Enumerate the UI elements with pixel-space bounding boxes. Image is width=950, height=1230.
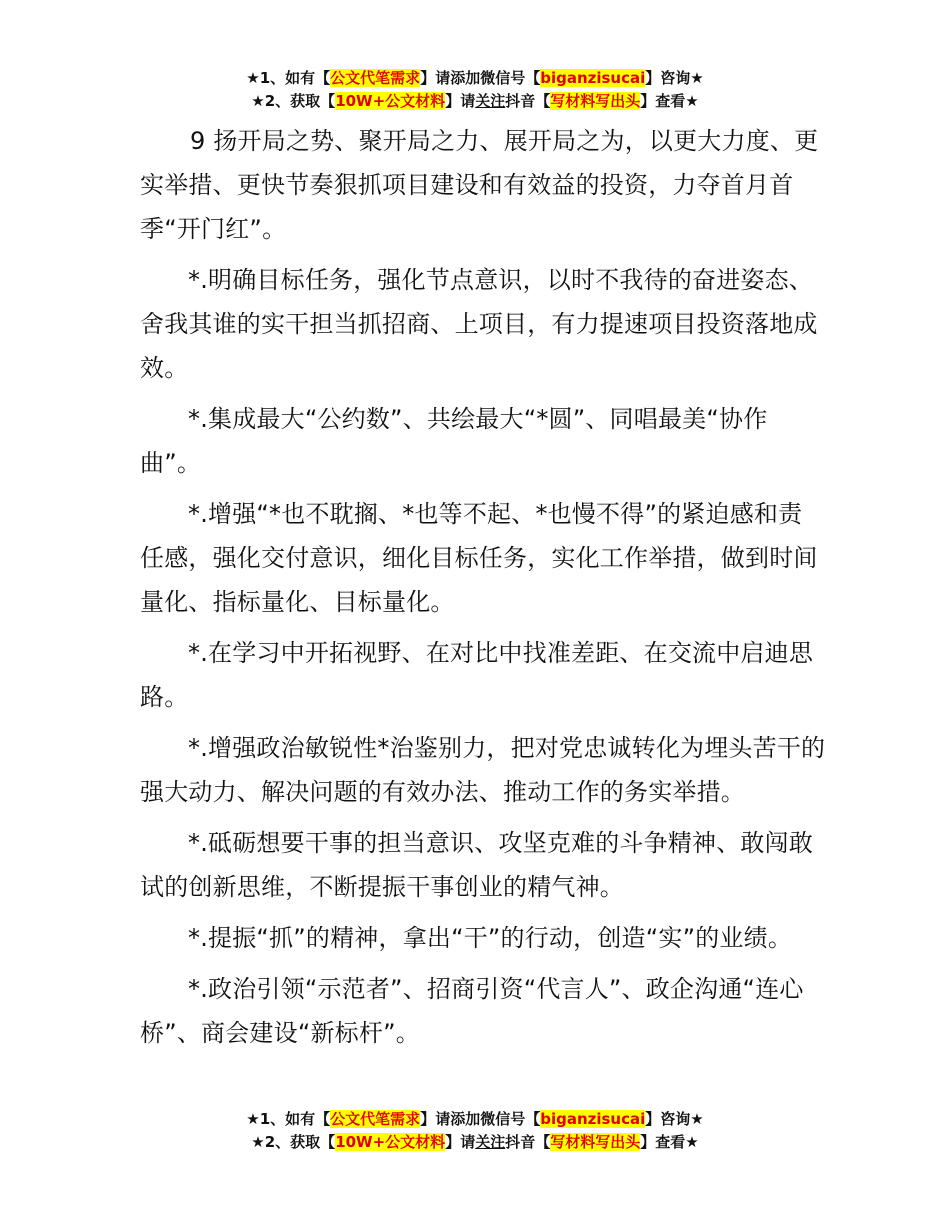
promo-highlight: 写材料写出头	[550, 1133, 641, 1151]
promo-text: 】咨询★	[645, 1110, 704, 1128]
promo-highlight: 写材料写出头	[550, 92, 641, 110]
promo-text: 】查看★	[640, 1133, 699, 1151]
promo-text: 】查看★	[640, 92, 699, 110]
promo-highlight: biganzisucai	[540, 1110, 646, 1128]
promo-highlight: 公文代笔需求	[330, 1110, 421, 1128]
promo-text: 】请添加微信号【	[420, 69, 541, 87]
paragraph: 9 扬开局之势、聚开局之力、展开局之为，以更大力度、更实举措、更快节奏狠抓项目建设和有效益的投资，力夺首月首季“开门红”。	[140, 127, 819, 243]
promo-text: ★2、获取【	[251, 1133, 336, 1151]
promo-highlight: 10W+公文材料	[335, 1133, 446, 1151]
paragraph: *.政治引领“示范者”、招商引资“代言人”、政企沟通“连心桥”、商会建设“新标杆”。	[140, 975, 804, 1047]
promo-line-1	[0, 67, 950, 90]
promo-footer	[0, 1108, 950, 1154]
promo-text: 抖音【	[505, 1133, 551, 1151]
promo-text: ★1、如有【	[246, 69, 331, 87]
promo-highlight: biganzisucai	[540, 69, 646, 87]
promo-text: 抖音【	[505, 92, 551, 110]
document-body	[140, 119, 826, 1062]
paragraph: *.增强政治敏锐性*治鉴别力，把对党忠诚转化为埋头苦干的强大动力、解决问题的有效办法、推动工作的务实举措。	[140, 734, 826, 806]
promo-text: 】请	[445, 1133, 476, 1151]
promo-text: 】请添加微信号【	[420, 1110, 541, 1128]
promo-text: ★1、如有【	[246, 1110, 331, 1128]
paragraph: *.在学习中开拓视野、在对比中找准差距、在交流中启迪思路。	[140, 639, 814, 711]
promo-text: ★2、获取【	[251, 92, 336, 110]
promo-text: 】咨询★	[645, 69, 704, 87]
promo-line-2	[0, 1131, 950, 1154]
promo-underline: 关注	[475, 1133, 506, 1151]
promo-underline: 关注	[475, 92, 506, 110]
paragraph: *.增强“*也不耽搁、*也等不起、*也慢不得”的紧迫感和责任感，强化交付意识，细化目标任务，实化工作举措，做到时间量化、指标量化、目标量化。	[140, 500, 818, 616]
promo-line-1	[0, 1108, 950, 1131]
promo-line-2	[0, 90, 950, 113]
paragraph: *.提振“抓”的精神，拿出“干”的行动，创造“实”的业绩。	[188, 924, 793, 952]
promo-text: 】请	[445, 92, 476, 110]
paragraph: *.集成最大“公约数”、共绘最大“*圆”、同唱最美“协作曲”。	[140, 405, 768, 477]
promo-header	[0, 67, 950, 113]
paragraph: *.明确目标任务，强化节点意识，以时不我待的奋进姿态、舍我其谁的实干担当抓招商、上项目，有力提速项目投资落地成效。	[140, 266, 818, 382]
promo-highlight: 公文代笔需求	[330, 69, 421, 87]
paragraph: *.砥砺想要干事的担当意识、攻坚克难的斗争精神、敢闯敢试的创新思维，不断提振干事创业的精气神。	[140, 829, 814, 901]
promo-highlight: 10W+公文材料	[335, 92, 446, 110]
